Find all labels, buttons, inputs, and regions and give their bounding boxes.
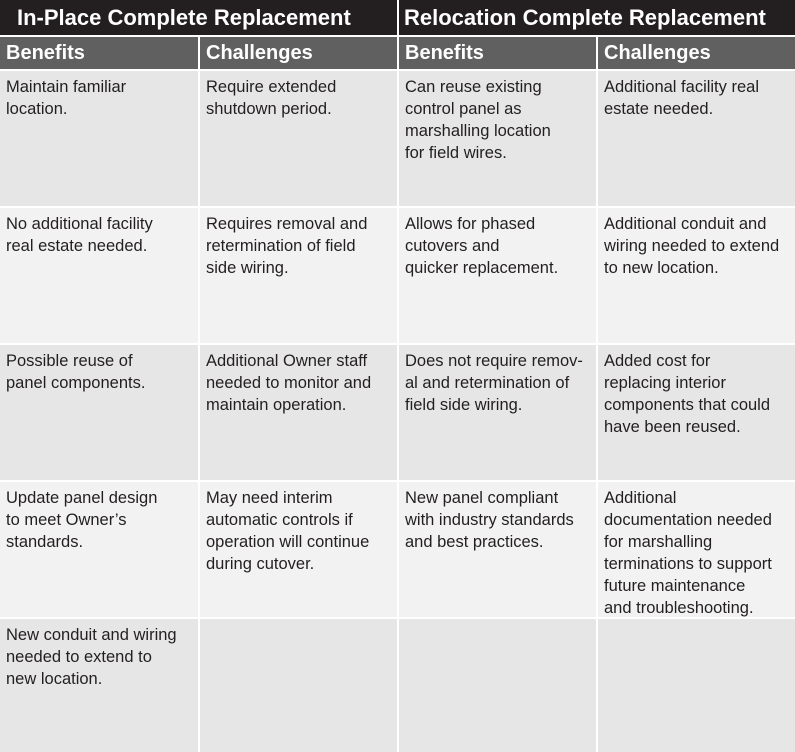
table-cell-empty — [399, 619, 596, 752]
table-cell: May need interim automatic controls if operation will continue during cutover. — [200, 482, 397, 617]
table-cell: Does not require remov- al and retermination of field side wiring. — [399, 345, 596, 480]
table-cell: No additional facility real estate needed. — [0, 208, 198, 343]
table-cell: Can reuse existing control panel as marshalling location for field wires. — [399, 71, 596, 206]
relocation-benefits-header: Benefits — [399, 37, 596, 69]
table-cell: Additional conduit and wiring needed to extend to new location. — [598, 208, 795, 343]
table-cell: Additional Owner staff needed to monitor and maintain operation. — [200, 345, 397, 480]
table-cell: Added cost for replacing interior components that could have been reused. — [598, 345, 795, 480]
in-place-benefits-header: Benefits — [0, 37, 198, 69]
relocation-challenges-header: Challenges — [598, 37, 795, 69]
table-cell-empty — [200, 619, 397, 752]
in-place-header: In-Place Complete Replacement — [0, 0, 397, 35]
table-cell-empty — [598, 619, 795, 752]
table-cell: Update panel design to meet Owner’s standards. — [0, 482, 198, 617]
relocation-header: Relocation Complete Replacement — [399, 0, 795, 35]
table-cell: Require extended shutdown period. — [200, 71, 397, 206]
table-cell: Additional facility real estate needed. — [598, 71, 795, 206]
table-cell: Requires removal and retermination of field side wiring. — [200, 208, 397, 343]
table-cell: Possible reuse of panel components. — [0, 345, 198, 480]
table-cell: Allows for phased cutovers and quicker replacement. — [399, 208, 596, 343]
table-cell: Maintain familiar location. — [0, 71, 198, 206]
table-cell: Additional documentation needed for marshalling terminations to support future maintenance and troubleshooting. — [598, 482, 795, 617]
in-place-challenges-header: Challenges — [200, 37, 397, 69]
table-cell: New conduit and wiring needed to extend to new location. — [0, 619, 198, 752]
table-cell: New panel compliant with industry standards and best practices. — [399, 482, 596, 617]
